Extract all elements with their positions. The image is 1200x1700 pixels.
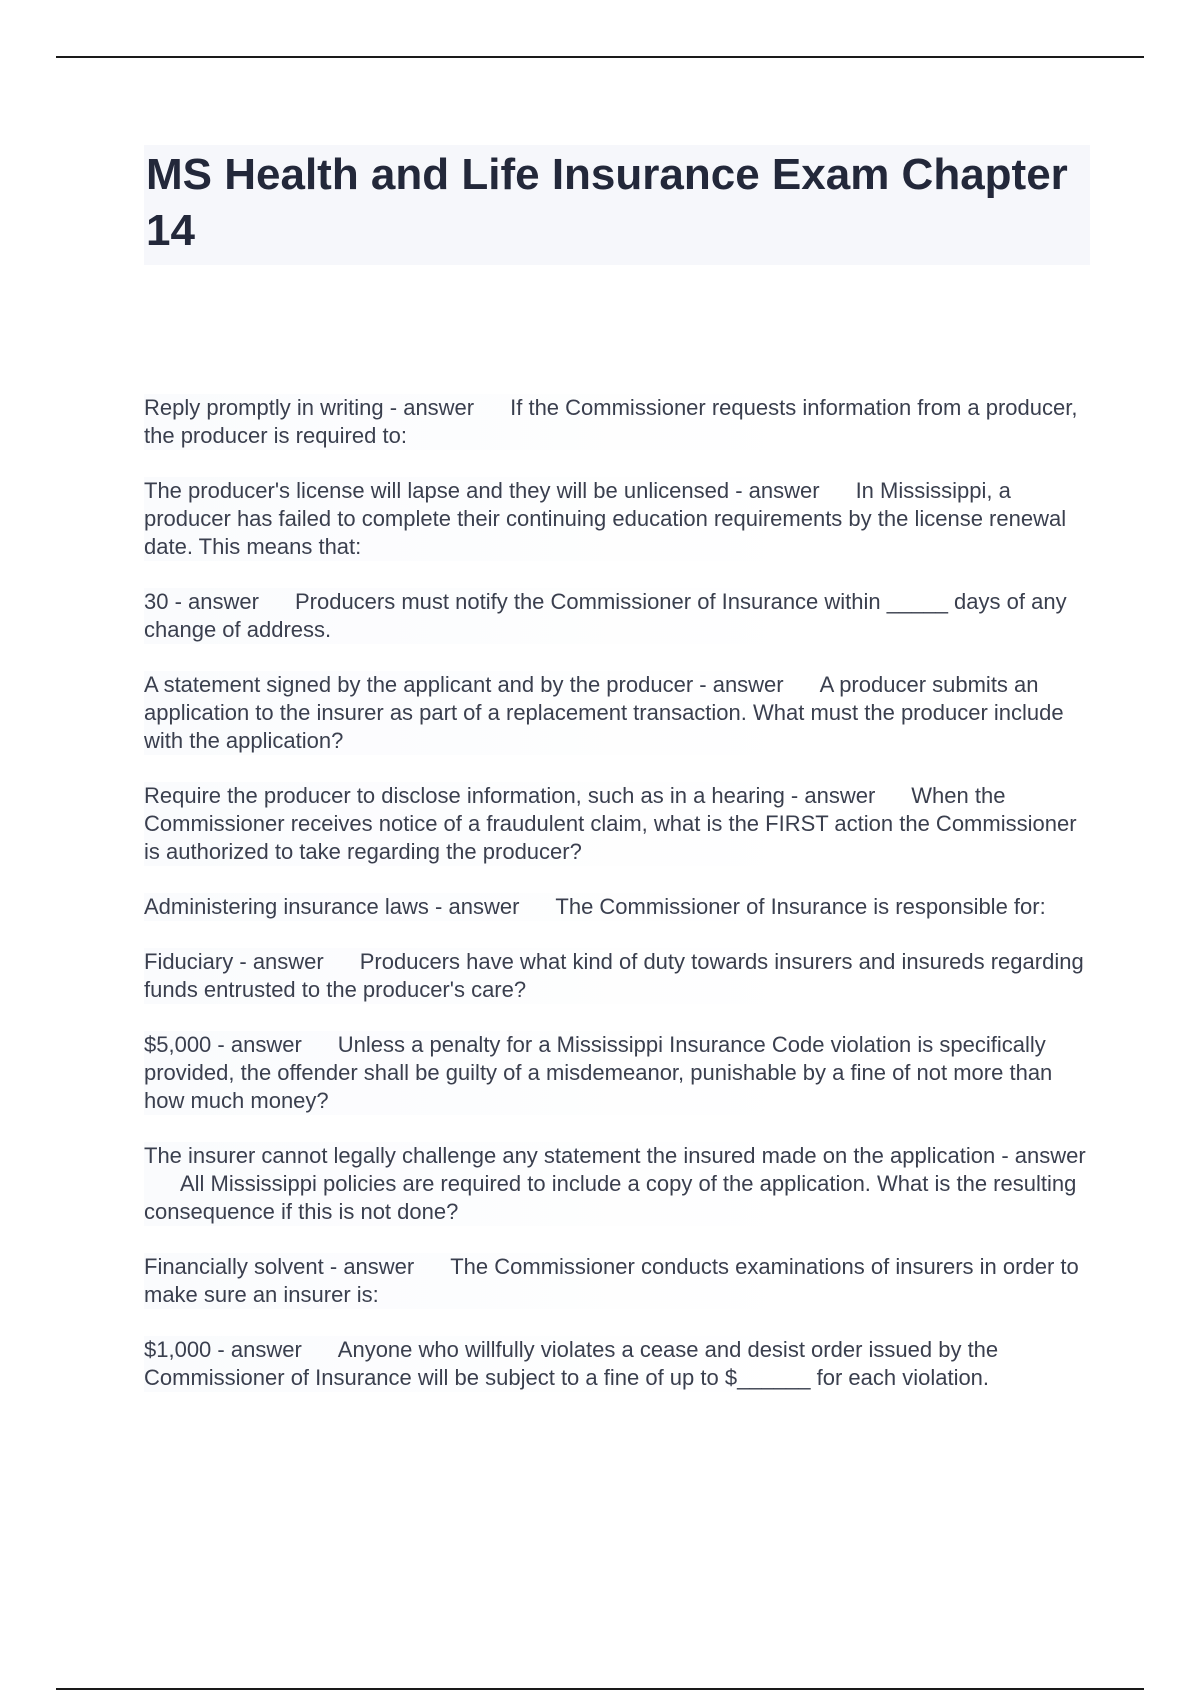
qa-item: Administering insurance laws - answer The Commissioner of Insurance is responsible for: (144, 893, 1088, 921)
qa-item: 30 - answer Producers must notify the Commissioner of Insurance within _____ days of any change of address. (144, 588, 1088, 644)
qa-answer: Require the producer to disclose information, such as in a hearing (144, 783, 785, 808)
qa-separator: answer (712, 672, 784, 697)
qa-answer: The insurer cannot legally challenge any statement the insured made on the application (144, 1143, 996, 1168)
top-rule (56, 56, 1144, 58)
qa-question: When the Commissioner receives notice of a fraudulent claim, what is the FIRST action the Commissioner is authorized to take regarding the producer? (144, 783, 1077, 864)
qa-item: $5,000 - answer Unless a penalty for a Mississippi Insurance Code violation is specifically provided, the offender shall be guilty of a misdemeanor, punishable by a fine of not more than how much money? (144, 1031, 1088, 1115)
qa-separator: answer (252, 949, 324, 974)
qa-answer: $1,000 (144, 1337, 212, 1362)
qa-item: Require the producer to disclose information, such as in a hearing - answer When the Commissioner receives notice of a fraudulent claim, what is the FIRST action the Commissioner is authorized to take regarding the producer? (144, 782, 1088, 866)
qa-separator: answer (448, 894, 520, 919)
qa-question: The Commissioner conducts examinations of insurers in order to make sure an insurer is: (144, 1254, 1079, 1307)
qa-question: Unless a penalty for a Mississippi Insurance Code violation is specifically provided, the offender shall be guilty of a misdemeanor, punishable by a fine of not more than how much money? (144, 1032, 1053, 1113)
qa-question: All Mississippi policies are required to include a copy of the application. What is the resulting consequence if this is not done? (144, 1171, 1077, 1224)
document-title: MS Health and Life Insurance Exam Chapter 14 (146, 150, 1068, 255)
qa-separator: answer (403, 395, 475, 420)
qa-question: If the Commissioner requests information from a producer, the producer is required to: (144, 395, 1078, 448)
qa-separator: answer (343, 1254, 415, 1279)
qa-answer: The producer's license will lapse and they will be unlicensed (144, 478, 730, 503)
qa-question: In Mississippi, a producer has failed to complete their continuing education requirements by the license renewal date. This means that: (144, 478, 1067, 559)
qa-question: A producer submits an application to the insurer as part of a replacement transaction. What must the producer include with the application? (144, 672, 1064, 753)
qa-separator: answer (804, 783, 876, 808)
qa-answer: Reply promptly in writing (144, 395, 384, 420)
qa-answer: $5,000 (144, 1032, 212, 1057)
qa-item: Financially solvent - answer The Commissioner conducts examinations of insurers in order to make sure an insurer is: (144, 1253, 1088, 1309)
qa-answer: A statement signed by the applicant and by the producer (144, 672, 694, 697)
qa-item: A statement signed by the applicant and by the producer - answer A producer submits an application to the insurer as part of a replacement transaction. What must the producer include with the application? (144, 671, 1088, 755)
qa-item: The insurer cannot legally challenge any statement the insured made on the application - answerAll Mississippi policies are required to include a copy of the application. What is the resulting consequence if this is not done? (144, 1142, 1088, 1226)
qa-separator: answer (230, 1032, 302, 1057)
qa-answer: Fiduciary (144, 949, 234, 974)
qa-item: Fiduciary - answer Producers have what kind of duty towards insurers and insureds regarding funds entrusted to the producer's care? (144, 948, 1088, 1004)
qa-item: $1,000 - answer Anyone who willfully violates a cease and desist order issued by the Commissioner of Insurance will be subject to a fine of up to $______ for each violation. (144, 1336, 1088, 1392)
qa-separator: answer (230, 1337, 302, 1362)
qa-separator: answer (1014, 1143, 1086, 1168)
qa-answer: 30 (144, 589, 169, 614)
qa-item: Reply promptly in writing - answer If the Commissioner requests information from a producer, the producer is required to: (144, 394, 1088, 450)
qa-answer: Administering insurance laws (144, 894, 429, 919)
qa-question: The Commissioner of Insurance is responsible for: (555, 894, 1046, 919)
bottom-rule (56, 1688, 1144, 1690)
qa-question: Producers have what kind of duty towards insurers and insureds regarding funds entrusted to the producer's care? (144, 949, 1084, 1002)
qa-answer: Financially solvent (144, 1254, 324, 1279)
qa-separator: answer (748, 478, 820, 503)
title-block (144, 145, 1090, 265)
qa-separator: answer (188, 589, 259, 614)
qa-question: Anyone who willfully violates a cease and desist order issued by the Commissioner of Insurance will be subject to a fine of up to $______ for each violation. (144, 1337, 999, 1390)
qa-list (144, 394, 1088, 1419)
qa-question: Producers must notify the Commissioner of Insurance within _____ days of any change of address. (144, 589, 1067, 642)
qa-item: The producer's license will lapse and they will be unlicensed - answer In Mississippi, a producer has failed to complete their continuing education requirements by the license renewal date. This means that: (144, 477, 1088, 561)
